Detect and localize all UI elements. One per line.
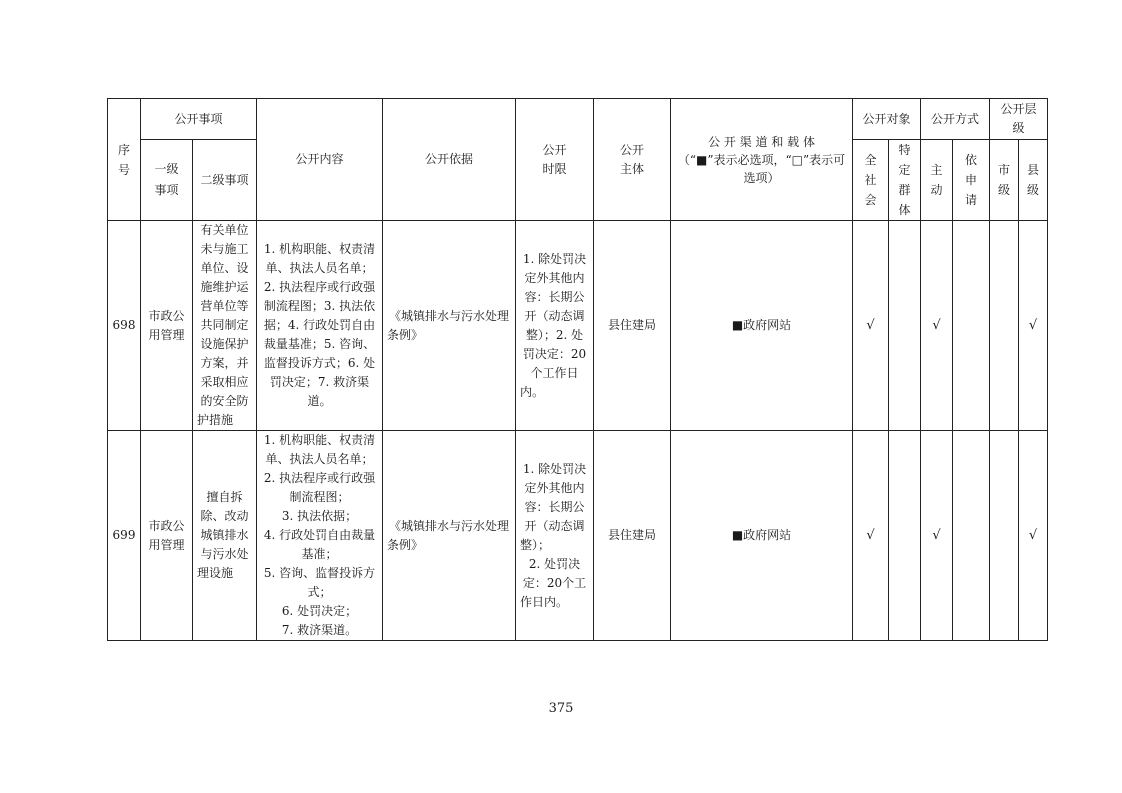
row-level1: 市政公用管理 [141, 431, 193, 641]
row-method-apply [953, 221, 990, 431]
row-time-limit: 1. 除处罚决定外其他内容：长期公开（动态调整）；2. 处罚决定：20个工作日内。 [516, 221, 594, 431]
row-audience-all: √ [853, 221, 889, 431]
row-method-apply [953, 431, 990, 641]
row-time-limit: 1. 除处罚决定外其他内容：长期公开（动态调整）； 2. 处罚决定：20个工作日内。 [516, 431, 594, 641]
header-audience-all: 全社会 [853, 140, 889, 221]
header-method-group: 公开方式 [921, 99, 990, 140]
header-level-city: 市级 [990, 140, 1019, 221]
row-subject: 县住建局 [594, 221, 671, 431]
row-seq: 698 [108, 221, 141, 431]
row-level-county: √ [1019, 431, 1048, 641]
header-row-1 [108, 99, 1048, 140]
header-time-limit: 公开 时限 [516, 99, 594, 221]
header-content: 公开内容 [257, 99, 383, 221]
header-audience-group: 公开对象 [853, 99, 921, 140]
row-basis: 《城镇排水与污水处理条例》 [383, 431, 516, 641]
row-content: 1. 机构职能、权责清单、执法人员名单； 2. 执法程序或行政强制流程图；3. 执法依据；4. 行政处罚自由裁量基准；5. 咨询、监督投诉方式；6. 处罚决定；7. 救济渠道。 [257, 221, 383, 431]
row-subject: 县住建局 [594, 431, 671, 641]
row-level-city [990, 431, 1019, 641]
header-channel: 公 开 渠 道 和 载 体 （“■”表示必选项，“□”表示可选项） [671, 99, 853, 221]
header-method-apply: 依申请 [953, 140, 990, 221]
table-row [108, 221, 1048, 431]
row-audience-specific [889, 221, 921, 431]
row-audience-all: √ [853, 431, 889, 641]
row-channel: ■政府网站 [671, 431, 853, 641]
row-level1: 市政公用管理 [141, 221, 193, 431]
page-number: 375 [548, 701, 574, 716]
row-channel: ■政府网站 [671, 221, 853, 431]
header-audience-specific: 特定群体 [889, 140, 921, 221]
row-level-city [990, 221, 1019, 431]
disclosure-table [107, 98, 1048, 641]
row-method-active: √ [921, 431, 953, 641]
row-basis: 《城镇排水与污水处理条例》 [383, 221, 516, 431]
header-level1: 一级事项 [141, 140, 193, 221]
row-level2: 有关单位未与施工单位、设施维护运营单位等共同制定设施保护方案，并采取相应的安全防护措施 [193, 221, 257, 431]
header-basis: 公开依据 [383, 99, 516, 221]
row-content: 1. 机构职能、权责清单、执法人员名单； 2. 执法程序或行政强制流程图； 3. 执法依据； 4. 行政处罚自由裁量基准； 5. 咨询、监督投诉方式； 6. 处罚决定； 7. 救济渠道。 [257, 431, 383, 641]
header-method-active: 主动 [921, 140, 953, 221]
header-level2: 二级事项 [193, 140, 257, 221]
header-seq: 序号 [108, 99, 141, 221]
table-row [108, 431, 1048, 641]
header-item-group: 公开事项 [141, 99, 257, 140]
header-level-county: 县级 [1019, 140, 1048, 221]
header-level-group: 公开层级 [990, 99, 1048, 140]
row-seq: 699 [108, 431, 141, 641]
header-subject: 公开 主体 [594, 99, 671, 221]
row-level-county: √ [1019, 221, 1048, 431]
row-method-active: √ [921, 221, 953, 431]
row-audience-specific [889, 431, 921, 641]
row-level2: 擅自拆除、改动城镇排水与污水处理设施 [193, 431, 257, 641]
